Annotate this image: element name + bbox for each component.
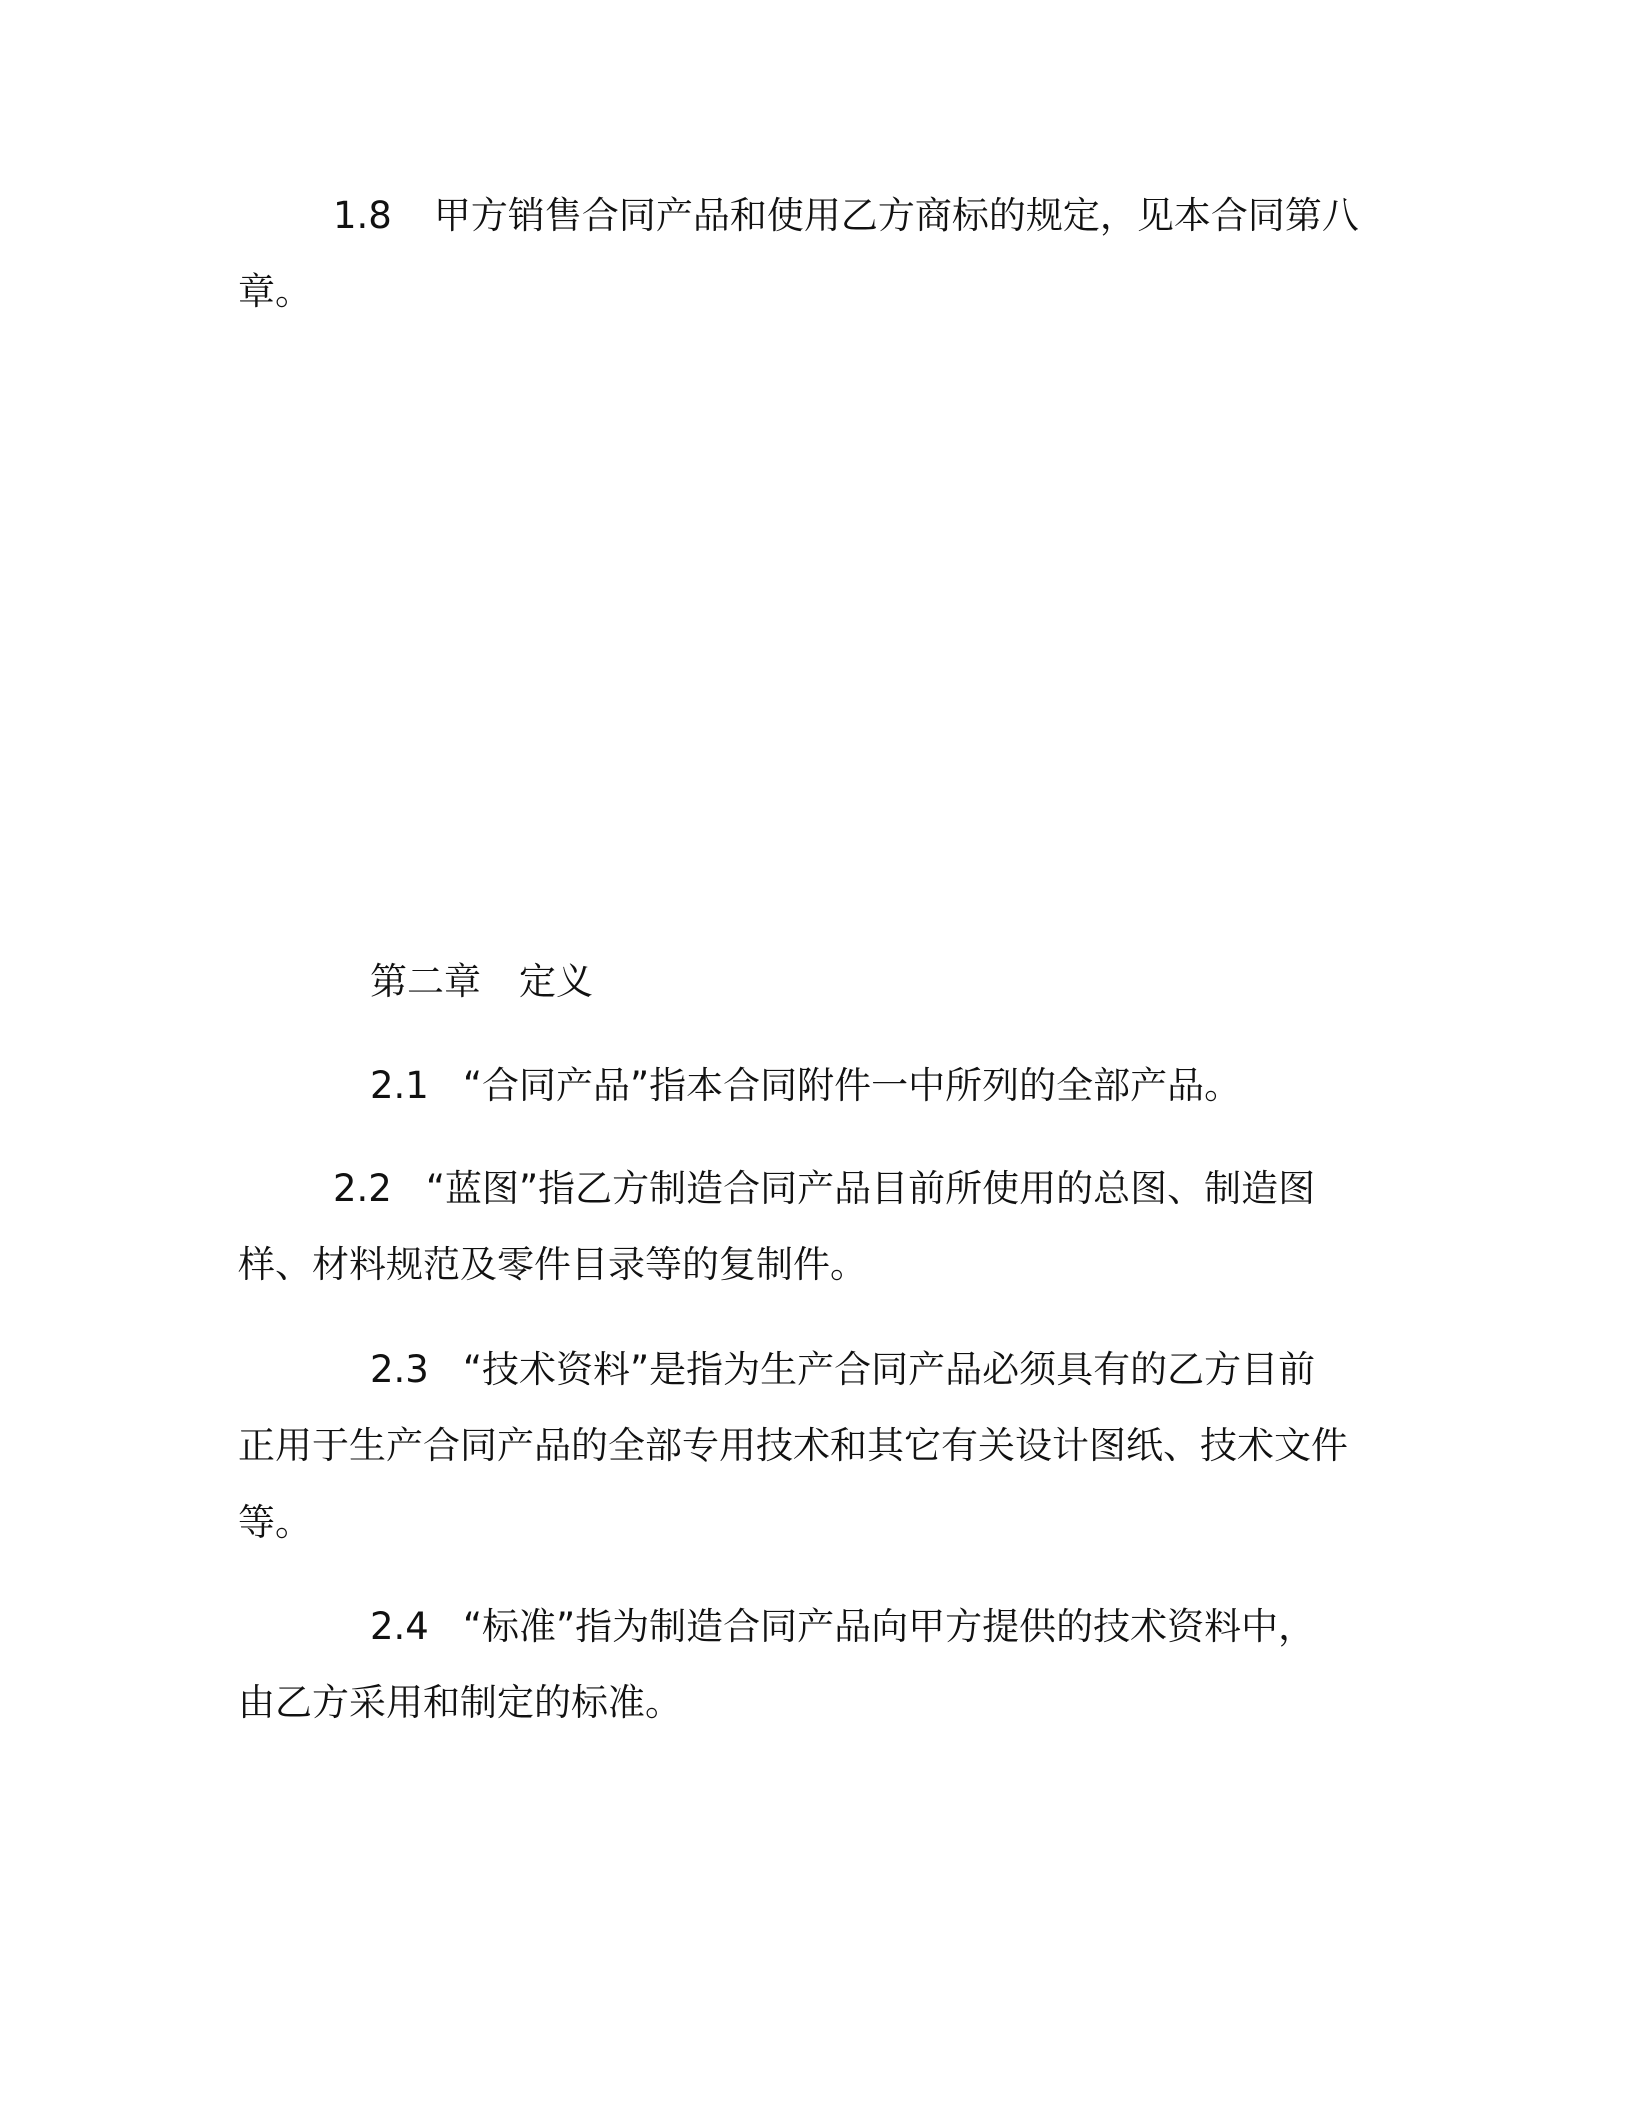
chapter-label: 第二章 xyxy=(370,960,481,1003)
clause-2-2-line-1 xyxy=(333,1165,1315,1213)
clause-2-4-line-2: 由乙方采用和制定的标准。 xyxy=(238,1681,682,1724)
clause-2-3-text: “技术资料”是指为生产合同产品必须具有的乙方目前 xyxy=(462,1348,1316,1391)
clause-2-3-line-2: 正用于生产合同产品的全部专用技术和其它有关设计图纸、技术文件 xyxy=(238,1424,1348,1467)
chapter-heading xyxy=(370,958,593,1006)
clause-2-4-line-1 xyxy=(370,1603,1315,1651)
clause-2-3-line-3: 等。 xyxy=(238,1501,312,1544)
clause-2-2-number: 2.2 xyxy=(333,1167,392,1210)
clause-1-8-text: 甲方销售合同产品和使用乙方商标的规定，见本合同第八 xyxy=(433,194,1359,237)
clause-2-1-number: 2.1 xyxy=(370,1064,429,1107)
clause-2-1-text: “合同产品”指本合同附件一中所列的全部产品。 xyxy=(462,1064,1242,1107)
clause-1-8-line-2: 章。 xyxy=(238,270,312,313)
clause-1-8-number: 1.8 xyxy=(333,194,392,237)
clause-2-1-line-1 xyxy=(370,1062,1241,1110)
clause-1-8-line-1 xyxy=(333,192,1359,240)
clause-2-4-number: 2.4 xyxy=(370,1605,429,1648)
clause-2-2-line-2: 样、材料规范及零件目录等的复制件。 xyxy=(238,1243,867,1286)
clause-2-3-number: 2.3 xyxy=(370,1348,429,1391)
chapter-title: 定义 xyxy=(519,960,593,1003)
clause-2-4-text: “标准”指为制造合同产品向甲方提供的技术资料中， xyxy=(462,1605,1316,1648)
clause-2-2-text: “蓝图”指乙方制造合同产品目前所使用的总图、制造图 xyxy=(425,1167,1316,1210)
clause-2-3-line-1 xyxy=(370,1346,1315,1394)
